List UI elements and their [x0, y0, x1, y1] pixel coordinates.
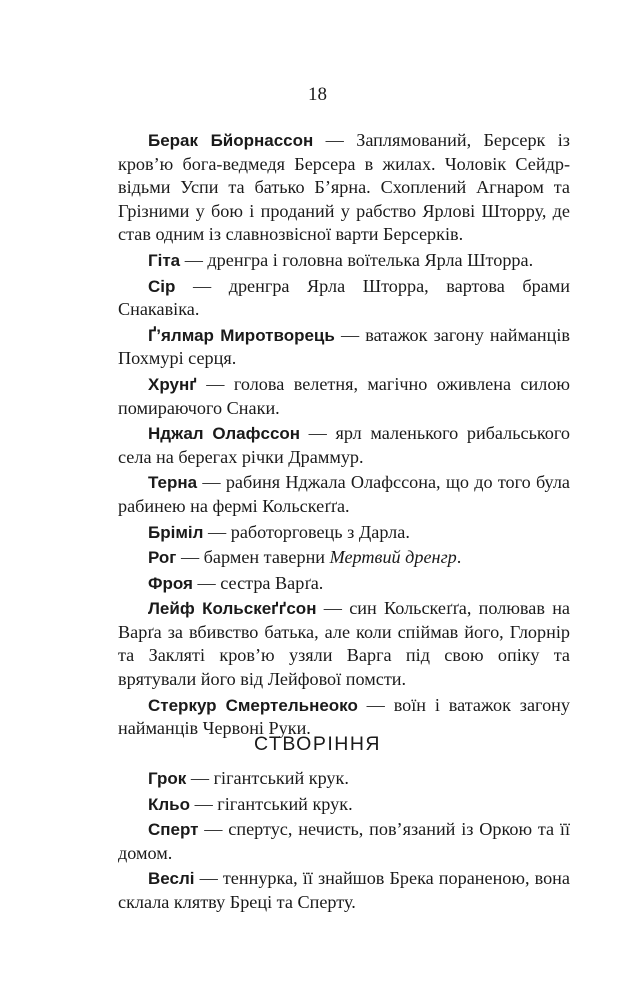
creature-description: — гігантський крук. [186, 768, 349, 788]
character-entry [118, 373, 570, 420]
character-name: Хрунґ [148, 374, 197, 394]
creature-entry [118, 793, 570, 817]
character-entry [118, 422, 570, 469]
page-number: 18 [308, 84, 327, 105]
creature-description: — теннурка, її знайшов Брека пораненою, вона склала клятву Бреці та Сперту. [118, 868, 570, 912]
creature-entry [118, 818, 570, 865]
character-name: Фроя [148, 573, 193, 593]
character-description: — Заплямований, Берсерк із кров’ю бога-ведмедя Берсера в жилах. Чоловік Сейдр-відьми Успи та батько Б’ярна. Схоплений Агнаром та Грізними у бою і проданий у рабство Ярлові Шторру, де став одним із славнозвісної варти Берсерків. [118, 130, 570, 245]
character-description: — голова велетня, магічно оживлена силою помираючого Снаки. [118, 373, 570, 418]
creature-name: Кльо [148, 794, 191, 814]
character-entry [118, 471, 570, 518]
character-name: Ґ’ялмар Миротворець [148, 325, 335, 345]
creature-name: Веслі [148, 869, 195, 889]
character-description: — дренгра і головна воїтелька Ярла Шторра. [180, 249, 534, 270]
creature-description: — спертус, нечисть, пов’язаний із Оркою та її домом. [118, 819, 570, 863]
character-name: Гіта [148, 250, 181, 270]
character-description: — ватажок загону найманців Похмурі серця. [118, 324, 571, 369]
character-entry [118, 572, 570, 596]
creature-list [118, 767, 570, 917]
section-heading-creatures: СТВОРІННЯ [253, 733, 382, 755]
character-entry [118, 129, 570, 247]
character-entry [118, 324, 570, 371]
creature-name: Грок [148, 769, 187, 788]
character-description: — работорговець з Дарла. [203, 521, 410, 542]
character-name: Нджал Олафссон [148, 424, 301, 444]
character-description: — рабиня Нджала Олафссона, що до того була рабинею на фермі Кольскеґґа. [118, 472, 570, 516]
character-name: Берак Бйорнассон [148, 131, 314, 150]
character-description: — син Кольскеґґа, полював на Варґа за вбивство батька, але коли спіймав його, Глорнір та Закляті кров’ю узяли Варга під свою опіку та врятували його від Лейфової помсти. [118, 598, 571, 690]
character-name: Терна [148, 473, 198, 493]
entry-trailing-punctuation: . [456, 547, 462, 568]
creature-entry [118, 767, 570, 791]
character-entry [118, 275, 570, 322]
character-description: — бармен таверни [176, 547, 330, 568]
creature-entry [118, 867, 570, 914]
character-list [118, 129, 570, 743]
character-entry [118, 546, 570, 570]
creature-description: — гігантський крук. [190, 793, 353, 814]
character-description: — сестра Варґа. [192, 572, 324, 593]
character-entry [118, 249, 570, 273]
character-name: Стеркур Смертельнеоко [148, 695, 358, 715]
character-name: Бріміл [148, 522, 204, 542]
character-entry [118, 521, 570, 545]
tavern-name: Мертвий дренгр [329, 547, 457, 568]
character-description: — воїн і ватажок загону найманців Червоні Руки. [118, 694, 570, 739]
character-description: — дренгра Ярла Шторра, вартова брами Снакавіка. [118, 275, 570, 320]
character-description: — ярл маленького рибальського села на берегах річки Драммур. [118, 423, 571, 467]
character-entry [118, 597, 570, 691]
character-name: Лейф Кольскеґґсон [148, 599, 317, 619]
creature-name: Сперт [148, 820, 199, 840]
character-name: Рог [148, 548, 177, 568]
character-name: Сір [148, 276, 176, 296]
